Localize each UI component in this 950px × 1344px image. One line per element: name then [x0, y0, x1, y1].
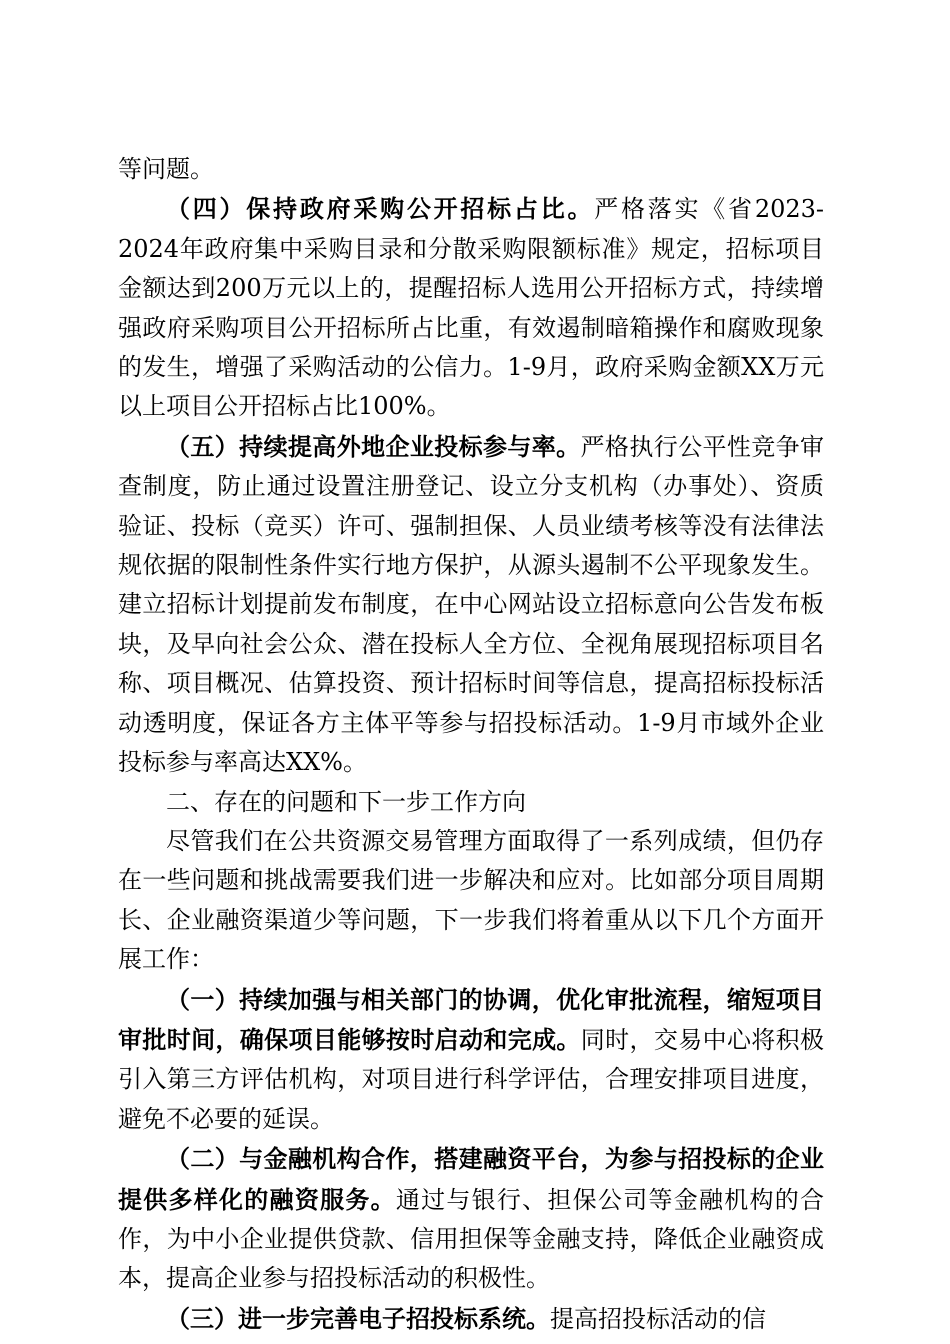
paragraph-text: 尽管我们在公共资源交易管理方面取得了一系列成绩，但仍存在一些问题和挑战需要我们进一步解决和应对。比如部分项目周期长、企业融资渠道少等问题，下一步我们将着重从以下几个方面开展工作：	[118, 826, 824, 974]
plan-item-3	[118, 1299, 824, 1339]
paragraph-item-4	[118, 189, 824, 426]
paragraph-text: 严格执行公平性竞争审查制度，防止通过设置注册登记、设立分支机构（办事处）、资质验证、投标（竞买）许可、强制担保、人员业绩考核等没有法律法规依据的限制性条件实行地方保护，从源头遏制不公平现象发生。建立招标计划提前发布制度，在中心网站设立招标意向公告发布板块，及早向社会公众、潜在投标人全方位、全视角展现招标项目名称、项目概况、估算投资、预计招标时间等信息，提高招标投标活动透明度，保证各方主体平等参与招投标活动。1-9月市域外企业投标参与率高达XX%。	[118, 432, 825, 777]
plan-item-2	[118, 1139, 824, 1299]
paragraph-text: 严格落实《省2023-2024年政府集中采购目录和分散采购限额标准》规定，招标项目金额达到200万元以上的，提醒招标人选用公开招标方式，持续增强政府采购项目公开招标所占比重，有效遏制暗箱操作和腐败现象的发生，增强了采购活动的公信力。1-9月，政府采购金额XX万元以上项目公开招标占比100%。	[118, 195, 825, 421]
paragraph-text: 等问题。	[118, 155, 214, 183]
paragraph-text: 同时，交易中心将积极引入第三方评估机构，对项目进行科学评估，合理安排项目进度，避免不必要的延误。	[118, 1025, 825, 1133]
plan-item-1	[118, 980, 824, 1140]
paragraph-lead: （二）与金融机构合作，搭建融资平台，为参与招投标的企业提供多样化的融资服务。	[118, 1144, 824, 1214]
document-page	[118, 150, 824, 1339]
paragraph-lead: （三）进一步完善电子招投标系统。	[166, 1303, 550, 1333]
paragraph-lead: （四）保持政府采购公开招标占比。	[166, 194, 595, 224]
paragraph-continuation	[118, 150, 824, 189]
paragraph-lead: （一）持续加强与相关部门的协调，优化审批流程，缩短项目审批时间，确保项目能够按时启动和完成。	[118, 984, 824, 1054]
paragraph-text: 提高招投标活动的信	[550, 1304, 766, 1333]
section-heading: 二、存在的问题和下一步工作方向	[166, 787, 526, 816]
paragraph-lead: （五）持续提高外地企业投标参与率。	[166, 431, 581, 461]
paragraph-text: 通过与银行、担保公司等金融机构的合作，为中小企业提供贷款、信用担保等金融支持，降低企业融资成本，提高企业参与招投标活动的积极性。	[118, 1185, 825, 1293]
paragraph-item-5	[118, 427, 824, 783]
section-intro-paragraph	[118, 822, 824, 980]
